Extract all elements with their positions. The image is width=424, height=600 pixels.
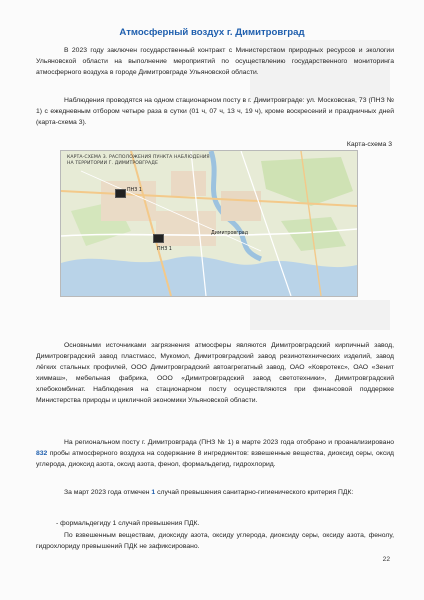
- exceedances-text-after: случай превышения санитарно-гигиенического критерия ПДК:: [155, 489, 354, 496]
- show-through-table-2: [250, 300, 390, 330]
- samples-count: 832: [36, 450, 48, 457]
- post-marker-2: [153, 234, 164, 243]
- map-caption: Карта-схема 3: [346, 141, 392, 148]
- paragraph-samples: [36, 437, 394, 470]
- paragraph-observations: Наблюдения проводятся на одном стационарном посту в г. Димитровграде: ул. Московская, 73 (ПНЗ № 1) с ежедневным отбором четыре раза в сутки (01 ч, 07 ч, 13 ч, 19 ч), кроме воскресений и праздничных дней (карта-схема 3).: [36, 97, 394, 126]
- map-graphic: [61, 151, 357, 296]
- post-marker-1: [115, 189, 126, 198]
- location-map: [60, 150, 358, 297]
- city-label: Димитровград: [211, 231, 249, 236]
- paragraph-contract: В 2023 году заключен государственный контракт с Министерством природных ресурсов и экологии Ульяновской области на выполнение мероприятий по осуществлению государственного мониторинга атмосферного воздуха в городе Димитровграде Ульяновской области.: [36, 47, 394, 76]
- map-title: [67, 155, 210, 166]
- exceedance-list-item: - формальдегиду 1 случай превышения ПДК.: [56, 520, 200, 527]
- paragraph-exceedances: [36, 487, 394, 498]
- samples-text-before: На региональном посту г. Димитровграда (ПНЗ № 1) в марте 2023 года отобрано и проанализировано: [64, 439, 394, 446]
- exceedances-text-before: За март 2023 года отмечен: [64, 489, 152, 496]
- map-title-line-2: НА ТЕРРИТОРИИ Г. ДИМИТРОВГРАДЕ: [67, 160, 158, 166]
- post-label-1: ПНЗ 1: [127, 188, 142, 193]
- samples-text-after: пробы атмосферного воздуха на содержание 8 ингредиентов: взвешенные вещества, диоксид серы, оксид углерода, диоксид азота, оксид азота, фенол, формальдегид, гидрохлорид.: [36, 450, 394, 468]
- page-title: Атмосферный воздух г. Димитровград: [119, 27, 305, 38]
- paragraph-sources: Основными источниками загрязнения атмосферы являются Димитровградский кирпичный завод, Димитровградский завод пластмасс, Мукомол, Димитровградский завод резинотехнических изделий, завод лёгких стальных профилей, ООО Димитровградский автоагрегатный завод, ОАО «Ковротекс», ОАО «Зенит химмаш», мебельная фабрика, ООО «Димитровградский завод светотехники», Димитровградский хлебокомбинат. Наблюдения на стационарном посту осуществляются при финансовой поддержке Министерства природы и цикличной экономики Ульяновской области.: [36, 342, 394, 404]
- paragraph-no-exceedances: По взвешенным веществам, диоксиду азота, оксиду углерода, диоксиду серы, оксиду азота, фенолу, гидрохлориду превышений ПДК не зафиксировано.: [36, 532, 394, 550]
- exceedances-count: 1: [151, 489, 156, 496]
- map-title-line-1: КАРТА-СХЕМА 3. РАСПОЛОЖЕНИЯ ПУНКТА НАБЛЮДЕНИЯ: [67, 155, 210, 160]
- page-number: 22: [382, 556, 390, 563]
- post-label-2: ПНЗ 1: [157, 247, 172, 252]
